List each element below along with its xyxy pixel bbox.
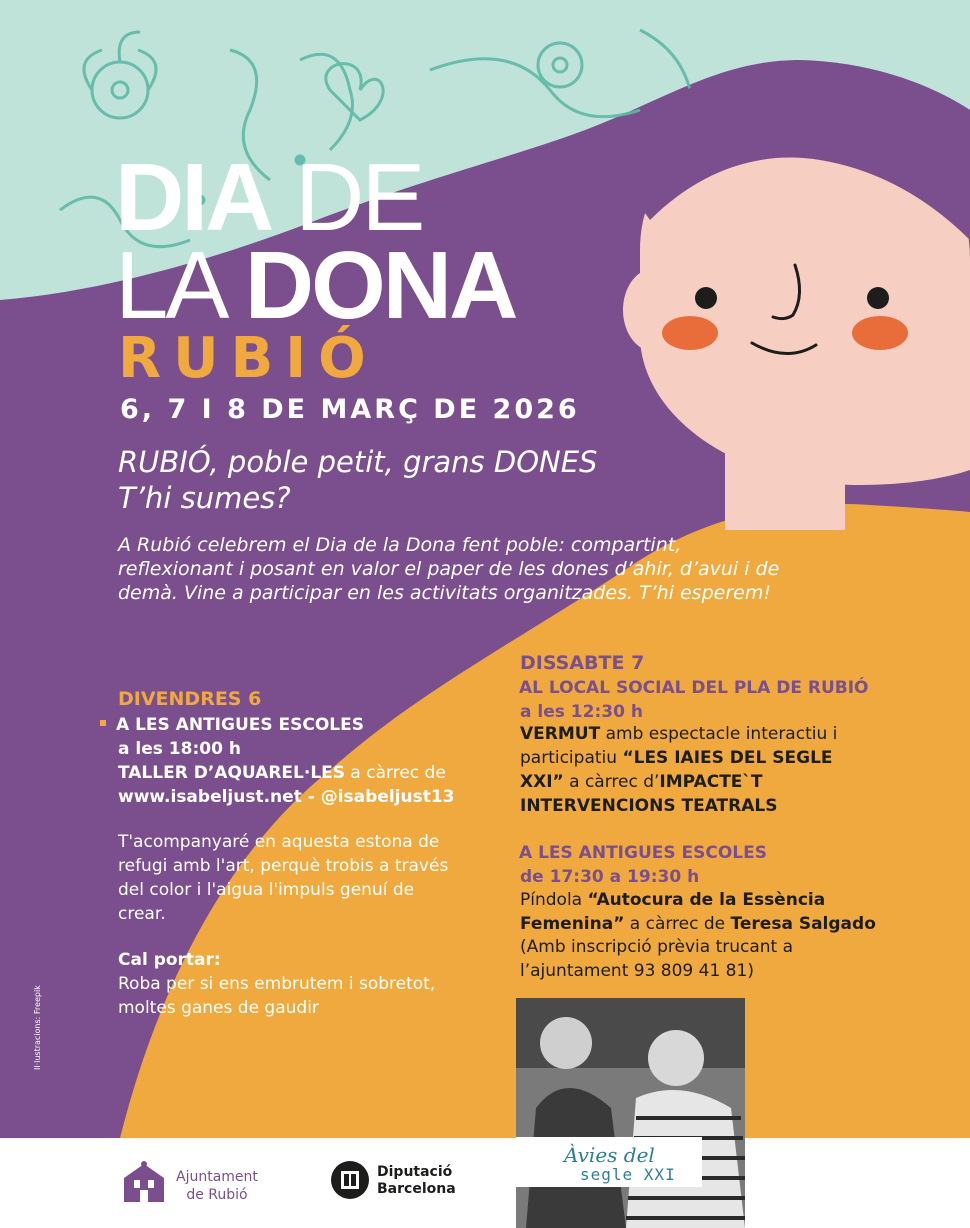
friday-activity-rest: a càrrec de [345,763,446,783]
saturday-event1-description [520,722,850,818]
slogan [118,444,597,516]
title-dia: DIA [115,144,272,251]
diputacio-line-1: Diputació [377,1164,453,1180]
event-dates: 6, 7 I 8 DE MARÇ DE 2026 [120,394,580,425]
saturday-event1-time: a les 12:30 h [520,702,643,722]
event1-text-2: a càrrec d’ [563,772,660,792]
intro-paragraph: A Rubió celebrem el Dia de la Dona fent poble: compartint, reflexionant i posant en valor el paper de les dones d’ahir, d’avui i de demà. Vine a participar en les activitats organitzades. T’hi esperem! [118,534,780,604]
bullet-icon [503,848,509,854]
friday-description: T'acompanyaré en aquesta estona de refugi amb l'art, perquè trobis a través del color i l'aigua l'impuls genuí de crear. [118,832,449,924]
photo-caption-box [516,1137,702,1187]
saturday-event2-location-label: A LES ANTIGUES ESCOLES [519,843,767,863]
bullet-icon [100,720,106,726]
talk-title: “Autocura de la Essència Femenina” [520,890,826,934]
company-name: IMPACTE`T INTERVENCIONS TEATRALS [520,772,778,816]
speaker-name: Teresa Salgado [730,914,876,934]
photo-caption-line-2: segle XXI [580,1165,676,1184]
title-de: DE [295,144,423,251]
castle-icon [120,1158,168,1206]
friday-bring-label: Cal portar: [118,950,221,970]
ajuntament-line-1: Ajuntament [176,1169,258,1185]
ajuntament-text [176,1168,258,1204]
saturday-heading: DISSABTE 7 [520,652,645,674]
grandmothers-photo [516,998,745,1228]
town-name: RUBIÓ [118,326,378,391]
event2-text-1: Píndola [520,890,588,910]
title-line-2 [115,232,516,339]
diputacio-line-2: Barcelona [377,1181,456,1197]
saturday-event2-time: de 17:30 a 19:30 h [520,867,700,887]
friday-activity [118,761,478,785]
saturday-event1-location-label: AL LOCAL SOCIAL DEL PLA DE RUBIÓ [519,678,869,698]
diputacio-text [377,1164,456,1198]
bullet-icon [503,683,509,689]
friday-location [100,715,364,735]
friday-bring-text: Roba per si ens embrutem i sobretot, moltes ganes de gaudir [118,974,436,1018]
photo-illustration [516,998,745,1228]
ajuntament-line-2: de Rubió [186,1187,248,1203]
photo-caption-line-1: Àvies del [564,1143,655,1167]
saturday-event2-description [520,888,880,936]
title-dona: DONA [244,232,516,339]
event2-text-2: a càrrec de [624,914,731,934]
saturday-event1-location [503,678,869,698]
saturday-event2-note: (Amb inscripció prèvia trucant a l’ajuntament 93 809 41 81) [520,937,794,981]
diputacio-seal-icon [330,1160,370,1200]
title-la: LA [115,232,222,339]
illustration-credit: Il·lustracions: Freepik [33,985,42,1070]
slogan-line-1: RUBIÓ, poble petit, grans DONES [118,445,598,479]
friday-time: a les 18:00 h [118,739,241,759]
friday-heading: DIVENDRES 6 [118,688,262,710]
friday-web-link[interactable]: www.isabeljust.net - @isabeljust13 [118,787,455,807]
slogan-line-2: T’hi sumes? [118,481,291,515]
show-title: “LES IAIES DEL SEGLE XXI” [520,748,833,792]
vermut-label: VERMUT [520,724,601,744]
friday-location-label: A LES ANTIGUES ESCOLES [116,715,364,735]
event1-text-1: amb espectacle interactiu i participatiu [520,724,838,768]
friday-activity-name: TALLER D’AQUAREL·LES [118,763,346,783]
saturday-event2-location [503,843,767,863]
